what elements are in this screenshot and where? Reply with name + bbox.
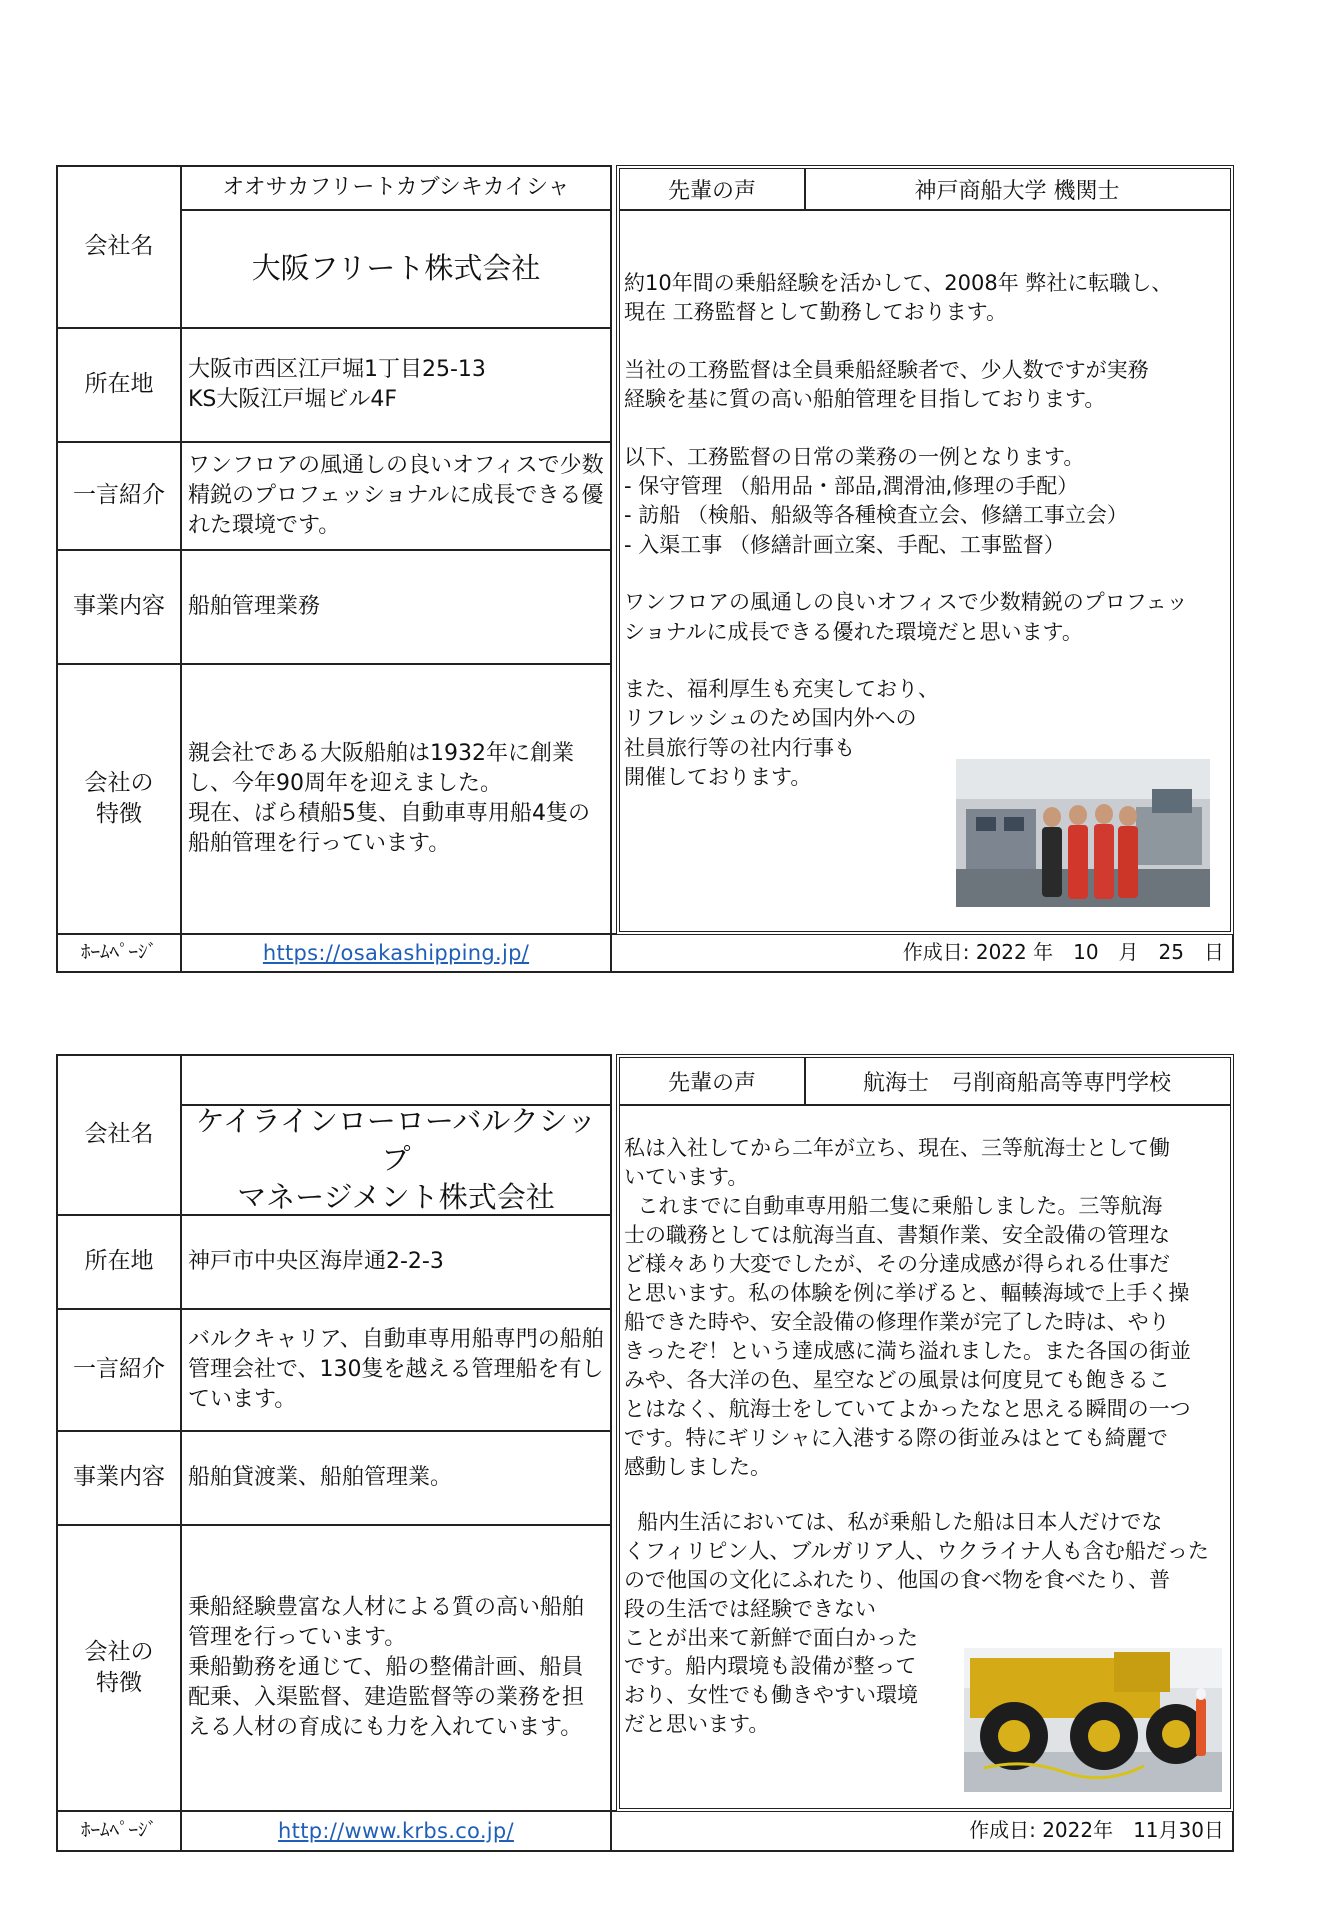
- voice-paragraph: 約10年間の乗船経験を活かして、2008年 弊社に転職し、 現在 工務監督として勤務しております。: [624, 271, 1173, 325]
- homepage-link[interactable]: http://www.krbs.co.jp/: [278, 1818, 514, 1843]
- truck-tires-deck-photo: [964, 1648, 1222, 1792]
- senior-voice-box: [616, 165, 1234, 935]
- company-intro: ワンフロアの風通しの良いオフィスで少数精鋭のプロフェッショナルに成長できる優れた環境です。: [180, 441, 612, 551]
- voice-label: 先輩の声: [620, 1058, 806, 1106]
- company-kana: [180, 1054, 612, 1106]
- label-features: 会社の 特徴: [56, 663, 182, 935]
- company-name: ケイラインローローバルクシップ マネージメント株式会社: [180, 1104, 612, 1216]
- homepage-cell: [180, 933, 612, 973]
- company-business: 船舶管理業務: [180, 549, 612, 665]
- label-address: 所在地: [56, 1214, 182, 1310]
- company-address: 神戸市中央区海岸通2-2-3: [180, 1214, 612, 1310]
- company-intro: バルクキャリア、自動車専用船専門の船舶管理会社で、130隻を越える管理船を有しています。: [180, 1308, 612, 1432]
- label-intro: 一言紹介: [56, 1308, 182, 1432]
- label-company-name: 会社名: [56, 1054, 182, 1216]
- company-card-osaka-fleet: [56, 165, 1234, 973]
- label-business: 事業内容: [56, 549, 182, 665]
- voice-title: 神戸商船大学 機関士: [804, 169, 1230, 211]
- voice-title: 航海士 弓削商船高等専門学校: [804, 1058, 1230, 1106]
- homepage-link[interactable]: https://osakashipping.jp/: [262, 940, 530, 965]
- company-features: 乗船経験豊富な人材による質の高い船舶管理を行っています。 乗船勤務を通じて、船の整備計画、船員配乗、入渠監督、建造監督等の業務を担える人材の育成にも力を入れています。: [180, 1524, 612, 1812]
- label-features: 会社の 特徴: [56, 1524, 182, 1812]
- voice-paragraph: 船内生活においては、私が乗船した船は日本人だけでな くフィリピン人、ブルガリア人、ウクライナ人も含む船だった ので他国の文化にふれたり、他国の食べ物を食べたり、普 段の生活では経験できない ことが出来て新鮮で面白かった です。船内環境も設備が整って おり、女性でも働きやすい環境 だと思います。: [624, 1509, 1209, 1737]
- label-intro: 一言紹介: [56, 441, 182, 551]
- label-company-name: 会社名: [56, 165, 182, 329]
- voice-paragraph: ワンフロアの風通しの良いオフィスで少数精鋭のプロフェッ ショナルに成長できる優れた環境だと思います。: [624, 590, 1188, 644]
- engine-room-crew-photo: [956, 759, 1210, 907]
- voice-paragraph: 当社の工務監督は全員乗船経験者で、少人数ですが実務 経験を基に質の高い船舶管理を目指しております。: [624, 357, 1149, 412]
- label-business: 事業内容: [56, 1430, 182, 1526]
- company-business: 船舶貸渡業、船舶管理業。: [180, 1430, 612, 1526]
- company-kana: オオサカフリートカブシキカイシャ: [180, 165, 612, 211]
- voice-paragraph: 私は入社してから二年が立ち、現在、三等航海士として働 いています。 これまでに自動車専用船二隻に乗船しました。三等航海 士の職務としては航海当直、書類作業、安全設備の管理な ど様々あり大変でしたが、その分達成感が得られる仕事だ と思います。私の体験を例に挙げると、輻輳海域で上手く操 船できた時や、安全設備の修理作業が完了した時は、やり きったぞ！という達成感に満ち溢れました。また各国の街並 みや、各大洋の色、星空などの風景は何度見ても飽きるこ とはなく、航海士をしていてよかったなと思える瞬間の一つ です。特にギリシャに入港する際の街並みはとても綺麗で 感動しました。: [624, 1136, 1191, 1479]
- creation-date: 作成日: 2022年 11月30日: [610, 1810, 1234, 1852]
- voice-paragraph: 以下、工務監督の日常の業務の一例となります。 - 保守管理 （船用品・部品,潤滑油,修理の手配） - 訪船 （検船、船級等各種検査立会、修繕工事立会） - 入渠工事 （修繕計画立案、手配、工事監督）: [624, 444, 1128, 557]
- senior-voice-box: [616, 1054, 1234, 1812]
- homepage-cell: [180, 1810, 612, 1852]
- voice-paragraph: また、福利厚生も充実しており、 リフレッシュのため国内外への 社員旅行等の社内行事も 開催しております。: [624, 676, 939, 790]
- company-card-krbs: [56, 1054, 1234, 1852]
- company-name: 大阪フリート株式会社: [180, 209, 612, 329]
- label-address: 所在地: [56, 327, 182, 443]
- company-features: 親会社である大阪船舶は1932年に創業し、今年90周年を迎えました。 現在、ばら積船5隻、自動車専用船4隻の船舶管理を行っています。: [180, 663, 612, 935]
- company-address: 大阪市西区江戸堀1丁目25-13 KS大阪江戸堀ビル4F: [180, 327, 612, 443]
- voice-label: 先輩の声: [620, 169, 806, 211]
- label-homepage: ﾎｰﾑﾍﾟｰｼﾞ: [56, 933, 182, 973]
- voice-text: [624, 269, 1226, 792]
- creation-date: 作成日: 2022 年 10 月 25 日: [610, 933, 1234, 973]
- label-homepage: ﾎｰﾑﾍﾟｰｼﾞ: [56, 1810, 182, 1852]
